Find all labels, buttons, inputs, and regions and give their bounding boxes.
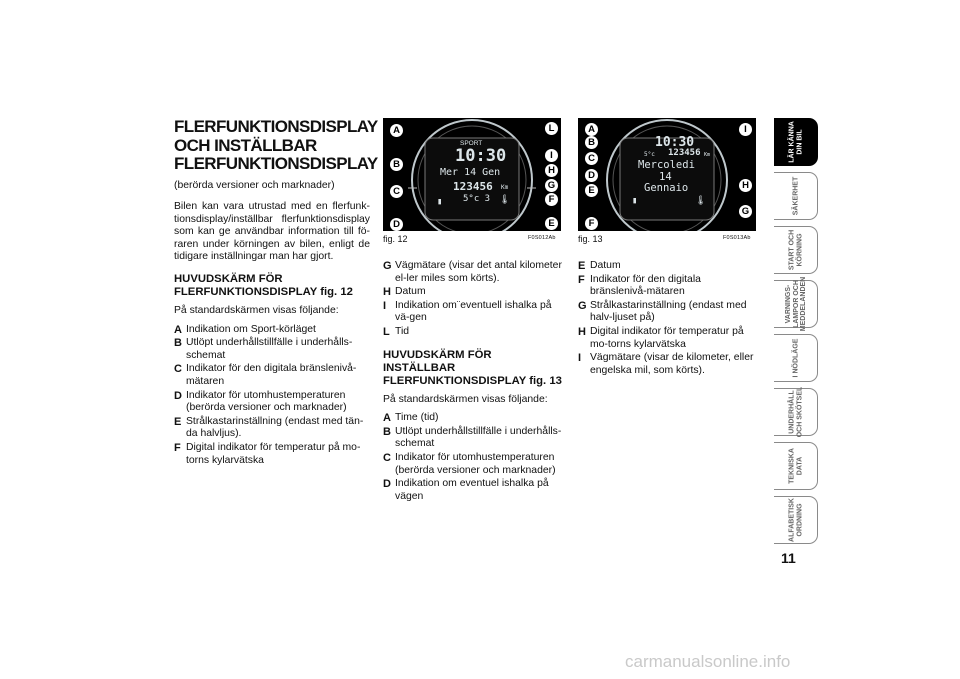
lead-text: På standardskärmen visas följande:: [174, 305, 339, 317]
callout-label: A: [585, 123, 598, 136]
item-key: A: [174, 323, 182, 336]
item-text: Datum: [395, 286, 426, 298]
item-key: F: [174, 442, 181, 454]
item-key: D: [383, 478, 391, 491]
callout-label: G: [739, 205, 752, 218]
temperature-readout: 5°c: [644, 151, 655, 158]
callout-label: C: [585, 152, 598, 165]
time-readout: 10:30: [455, 146, 507, 166]
odometer-unit: Km: [704, 152, 711, 158]
item-text: Indikator för den digitala bränslenivå-mätaren: [590, 273, 701, 298]
item-key: D: [174, 389, 182, 402]
tab-alfabetisk-ordning[interactable]: [774, 496, 818, 544]
tab-start-och-korning[interactable]: [774, 226, 818, 274]
item-key: H: [578, 325, 586, 338]
item-text: Time (tid): [395, 412, 439, 424]
date-readout: Mer 14 Gen: [440, 167, 501, 178]
figure-13-display: [578, 118, 756, 231]
list-item: [383, 326, 563, 339]
callout-label: I: [739, 123, 752, 136]
tab-label: START OCH KÖRNING: [788, 229, 803, 271]
list-item: [578, 260, 758, 273]
day-number-readout: 14: [659, 171, 672, 183]
list-item: [578, 352, 758, 377]
list-item: [383, 452, 563, 477]
section-title-line-3: FLERFUNKTIONSDISPLAY: [174, 154, 378, 173]
list-item: [174, 337, 370, 362]
list-item: [174, 390, 370, 415]
list-item: [174, 324, 370, 337]
list-item: [578, 274, 758, 299]
item-key: A: [383, 412, 391, 425]
item-text: Utlöpt underhållstillfälle i underhålls-schemat: [186, 337, 353, 361]
item-text: Indikator för den digitala bränslenivå-mätaren: [186, 363, 357, 388]
tab-label: SÄKERHET: [791, 176, 799, 216]
list-item: [383, 300, 563, 325]
callout-label: F: [585, 217, 598, 230]
column-3: [578, 260, 758, 378]
heading-adjustable-screen: HUVUDSKÄRM FÖR INSTÄLLBAR FLERFUNKTIONSDISPLAY fig. 13: [383, 348, 562, 387]
item-key: G: [383, 260, 392, 272]
list-item: [578, 326, 758, 351]
figure-13-caption: fig. 13: [578, 234, 603, 244]
list-item: [578, 300, 758, 325]
item-text: Datum: [590, 260, 621, 271]
coolant-temperature-icon: 🌡: [499, 195, 511, 205]
tab-label: ALFABETISK ORDNING: [788, 498, 803, 542]
figure-12-caption: fig. 12: [383, 234, 408, 244]
column-2: [383, 260, 563, 504]
page-number: 11: [781, 550, 796, 566]
figure-12-code: F0S012Ab: [528, 235, 556, 241]
item-text: Utlöpt underhållstillfälle i underhålls-schemat: [395, 425, 562, 450]
list-item: [174, 442, 370, 467]
list-item: [174, 363, 370, 388]
callout-label: I: [545, 149, 558, 162]
callout-label: H: [739, 179, 752, 192]
watermark: carmanualsonline.info: [625, 652, 791, 671]
callout-label: E: [585, 184, 598, 197]
item-text: Strålkastarinställning (endast med tän-da halvljus).: [186, 415, 364, 440]
list-item: [383, 412, 563, 425]
item-text: Indikator för utomhustemperaturen (berörda versioner och marknader): [395, 451, 556, 476]
callout-label: E: [545, 217, 558, 230]
callout-label: H: [545, 164, 558, 177]
item-key: E: [578, 260, 586, 272]
item-key: B: [174, 337, 182, 350]
item-text: Vägmätare (visar de kilometer, eller engelska mil, som körts).: [590, 352, 754, 376]
section-title-line-2: OCH INSTÄLLBAR: [174, 135, 317, 155]
tab-sakerhet[interactable]: [774, 172, 818, 220]
callout-label: L: [545, 122, 558, 135]
item-text: Indikation om Sport-körläget: [186, 323, 316, 335]
item-key: B: [383, 425, 391, 438]
lead-text: På standardskärmen visas följande:: [383, 393, 548, 405]
item-key: C: [174, 363, 182, 376]
list-item: [174, 416, 370, 441]
callout-label: C: [390, 185, 403, 198]
item-key: F: [578, 273, 585, 286]
figure-12-display: [383, 118, 561, 231]
coolant-temperature-icon: 🌡: [695, 196, 707, 206]
item-key: C: [383, 451, 391, 464]
list-item: [383, 478, 563, 503]
item-key: L: [383, 325, 390, 338]
list-item: [383, 426, 563, 451]
tab-varningslampor[interactable]: [774, 276, 818, 332]
tab-label: VARNINGS- LAMPOR OCH MEDDELANDEN: [784, 276, 807, 332]
callout-label: A: [390, 124, 403, 137]
callout-label: G: [545, 179, 558, 192]
item-text: Digital indikator för temperatur på mo-torns kylarvätska: [590, 325, 744, 350]
month-readout: Gennaio: [644, 182, 689, 194]
callout-label: B: [585, 136, 598, 149]
callout-label: D: [585, 169, 598, 182]
item-key: I: [578, 352, 582, 365]
intro-paragraph: Bilen kan vara utrustad med en flerfunk-tionsdisplay/inställbar flerfunktionsdisplay som kan ge användbar information till fö-raren under körningen av bilen, enligt de tidigare inställningar man har gjort.: [174, 201, 370, 263]
column-1: [174, 117, 378, 468]
tab-label: TEKNISKA DATA: [788, 448, 803, 484]
item-text: Indikator för utomhustemperaturen (berörda versioner och marknader): [186, 389, 347, 414]
list-item: [383, 260, 563, 285]
item-key: G: [578, 299, 587, 312]
item-key: H: [383, 286, 391, 299]
list-item: [383, 286, 563, 299]
time-readout: 10:30: [655, 135, 695, 150]
tab-lar-kanna-din-bil[interactable]: [774, 118, 818, 166]
item-text: Digital indikator för temperatur på mo-torns kylarvätska: [186, 442, 361, 466]
item-text: Indikation om eventuel ishalka på vägen: [395, 478, 549, 502]
figure-13-code: F0S013Ab: [723, 235, 751, 241]
weekday-readout: Mercoledi: [638, 159, 695, 171]
odometer-readout: 123456: [668, 148, 701, 158]
tab-label: I NÖDLÄGE: [791, 338, 799, 378]
item-key: I: [383, 299, 387, 312]
item-text: Tid: [395, 325, 410, 337]
section-subtitle: (berörda versioner och marknader): [174, 179, 335, 191]
section-title-line-1: FLERFUNKTIONSDISPLAY: [174, 117, 378, 136]
item-text: Indikation om¨eventuell ishalka på vä-gen: [395, 299, 552, 324]
tab-label: LÄR KÄNNA DIN BIL: [788, 121, 803, 163]
callout-label: D: [390, 218, 403, 231]
tab-tekniska-data[interactable]: [774, 442, 818, 490]
fuel-icon: ▮: [437, 197, 443, 207]
callout-label: F: [545, 193, 558, 206]
temperature-readout: 5°c 3: [463, 194, 491, 204]
item-key: E: [174, 415, 182, 428]
odometer-unit: Km: [501, 184, 509, 191]
item-text: Vägmätare (visar det antal kilometer el-ler miles som körts).: [395, 260, 562, 284]
odometer-readout: 123456: [453, 180, 493, 193]
tab-underhall-och-skotsel[interactable]: [774, 388, 818, 436]
tab-i-nodlage[interactable]: [774, 334, 818, 382]
fuel-icon: ▮: [632, 196, 638, 206]
tab-label: UNDERHÅLL OCH SKÖTSEL: [788, 386, 803, 438]
item-text: Strålkastarinställning (endast med halv-ljuset på): [590, 299, 747, 324]
callout-label: B: [390, 158, 403, 171]
heading-main-screen: HUVUDSKÄRM FÖR FLERFUNKTIONSDISPLAY fig. 12: [174, 273, 353, 299]
sport-indicator: SPORT: [460, 140, 483, 147]
